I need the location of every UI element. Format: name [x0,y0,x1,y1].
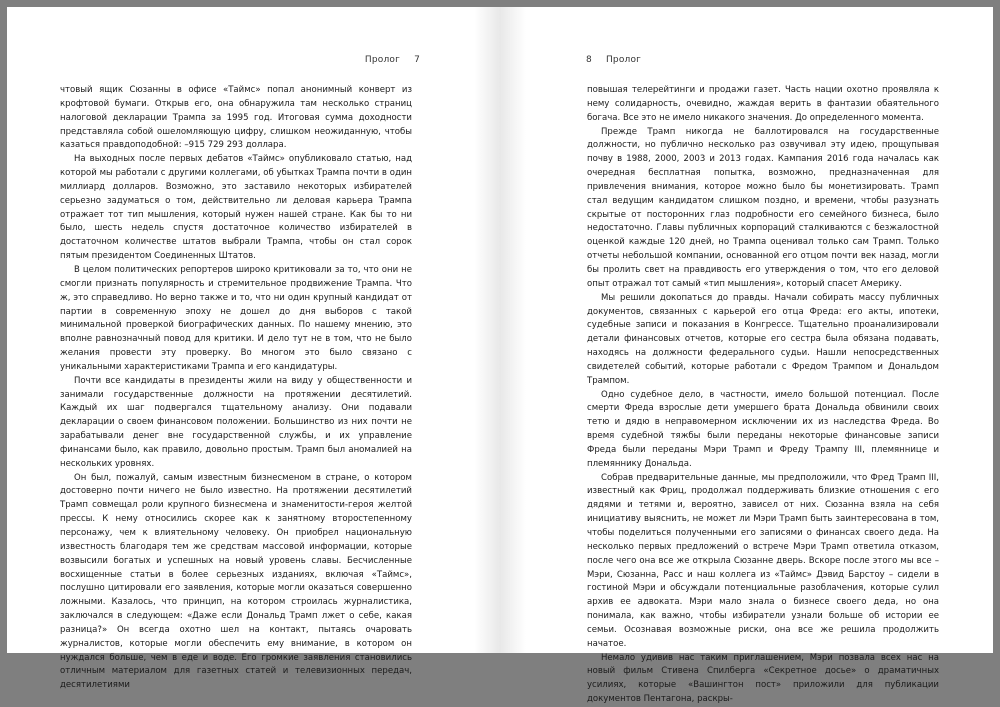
left-header-title: Пролог [364,55,401,65]
gutter-shadow [474,7,500,653]
paragraph: На выходных после первых дебатов «Таймс» опубликовало статью, над которой мы работали с другими коллегами, об убытках Трампа почти в один миллиард долларов. Возможно, это заставило некоторых избирателей серьезно задуматься о том, действительно ли деловая карьера Трампа отражает тот тип мышления, который нужен нашей стране. Как бы то ни было, шесть недель спустя достаточное количество избирателей в достаточном количестве штатов выбрали Трампа, чтобы он стал сорок пятым президентом Соединенных Штатов. [60,154,412,262]
right-body-text [587,84,939,707]
paragraph: Собрав предварительные данные, мы предположили, что Фред Трамп III, известный как Фриц, продолжал поддерживать близкие отношения с его дядями и тетями и, вероятно, зависел от них. Сюзанна взяла на себя инициативу выяснить, не может ли Мэри Трамп быть заинтересована в том, чтобы поделиться полученными его записями о финансах своего деда. На несколько первых предложений о встрече Мэри Трамп ответила отказом, после чего она все же открыла Сюзанне дверь. Вскоре после этого мы все – Мэри, Сюзанна, Расс и наш коллега из «Таймс» Дэвид Барстоу – сидели в гостиной Мэри и обсуждали потенциальные разоблачения, которые сулил архив ее адвоката. Мэри мало знала о бизнесе своего деда, но она понимала, как важно, чтобы избиратели узнали больше об истории ее семьи. Осознавая возможные риски, она все же решила продолжить начатое. [587,472,939,649]
paragraph: Прежде Трамп никогда не баллотировался на государственные должности, но публично несколько раз озвучивал эту идею, прощупывая почву в 1988, 2000, 2003 и 2013 годах. Кампания 2016 года началась как очередная бесплатная попытка, возможно, предназначенная для привлечения внимания, которое можно было бы монетизировать. Трамп стал ведущим кандидатом слишком поздно, и времени, чтобы разузнать скрытые от посторонних глаз подробности его семейного бизнеса, было недостаточно. Главы публичных корпораций сталкиваются с безжалостной оценкой каждые 120 дней, но Трампа оценивал только сам Трамп. Только отчеты небольшой компании, основанной его отцом почти век назад, могли бы пролить свет на правдивость его утверждения о том, что его деловой опыт отражал тот самый «тип мышления», который спасет Америку. [587,126,939,289]
left-page [7,7,500,691]
paragraph: Он был, пожалуй, самым известным бизнесменом в стране, о котором достоверно почти ничего не было известно. На протяжении десятилетий Трамп совмещал роли крупного бизнесмена и знаменитости-героя желтой прессы. К нему относились скорее как к занятному второстепенному персонажу, чем к влиятельному человеку. Он приобрел национальную известность благодаря тем же средствам массовой информации, которые возвысили богатых и успешных на новый уровень славы. Бесчисленные восхищенные статьи в более серьезных изданиях, включая «Таймс», послушно цитировали его заявления, которые могли оказаться совершенно ложными. Казалось, что принцип, на котором строилась журналистика, заключался в следующем: «Даже если Дональд Трамп лжет о себе, какая разница?» Он всегда охотно шел на контакт, пытаясь очаровать журналистов, которые могли обеспечить ему внимание, в котором он нуждался больше, чем в еде и воде. Его громкие заявления становились отличным материалом для газетных статей и телевизионных передач, десятилетиями [60,472,412,691]
left-page-number: 7 [414,55,420,65]
paragraph: Мы решили докопаться до правды. Начали собирать массу публичных документов, связанных с карьерой его отца Фреда: его акты, ипотеки, судебные записи и показания в Конгрессе. Тщательно проанализировали детали финансовых отчетов, которые его сестра была обязана подавать, находясь на должности федерального судьи. Нашли непосредственных свидетелей событий, которые работали с Фредом Трампом и Дональдом Трампом. [587,292,939,386]
paragraph: Почти все кандидаты в президенты жили на виду у общественности и занимали государственные должности на протяжении десятилетий. Каждый их шаг подвергался тщательному анализу. Они подавали декларации о своем финансовом положении. Большинство из них почти не зарабатывали денег вне государственной службы, и их управление финансами было, как правило, довольно простым. Трамп был аномалией на нескольких уровнях. [60,375,412,469]
paragraph: Одно судебное дело, в частности, имело большой потенциал. После смерти Фреда взрослые дети умершего брата Дональда обвинили своих тетю и дядю в неправомерном исключении их из наследства Фреда. Во время судебной тяжбы были переданы некоторые финансовые записи Фреда были переданы Мэри Трамп и Фреду Трампу III, племяннице и племяннику Дональда. [587,389,939,469]
paragraph: чтовый ящик Сюзанны в офисе «Таймс» попал анонимный конверт из крофтовой бумаги. Открыв его, она обнаружила там несколько страниц налоговой декларации Трампа за 1995 год. Итоговая сумма доходности представляла собой ошеломляющую цифру, слишком неожиданную, чтобы казаться правдоподобной: –915 729 293 доллара. [60,85,412,151]
right-header-title: Пролог [605,55,642,65]
right-page-number: 8 [586,55,592,65]
right-running-head [586,55,641,65]
paragraph: Немало удивив нас таким приглашением, Мэри позвала всех нас на новый фильм Стивена Спилберга «Секретное досье» о драматичных усилиях, которые «Вашингтон пост» приложили для публикации документов Пентагона, раскры- [587,652,939,705]
book-spread [7,7,993,705]
paragraph: В целом политических репортеров широко критиковали за то, что они не смогли признать популярность и стремительное продвижение Трампа. Что ж, это справедливо. Но верно также и то, что ни один крупный кандидат от партии в современную эпоху не дошел до дня выборов с такой минимальной проверкой биографических данных. По нашему мнению, это вполне равнозначный повод для критики. И дело тут не в том, что не было желания провести эту проверку. Во многом это было связано с уникальными характеристиками Трампа и его кандидатуры. [60,264,412,372]
right-page [500,7,993,705]
left-running-head [365,55,420,65]
paragraph: повышая телерейтинги и продажи газет. Часть нации охотно проявляла к нему солидарность, очевидно, жаждая верить в фантазии обаятельного богача. Все это не имело никакого значения. До определенного момента. [587,85,939,123]
left-body-text [60,84,412,693]
gutter-shadow [500,7,526,653]
